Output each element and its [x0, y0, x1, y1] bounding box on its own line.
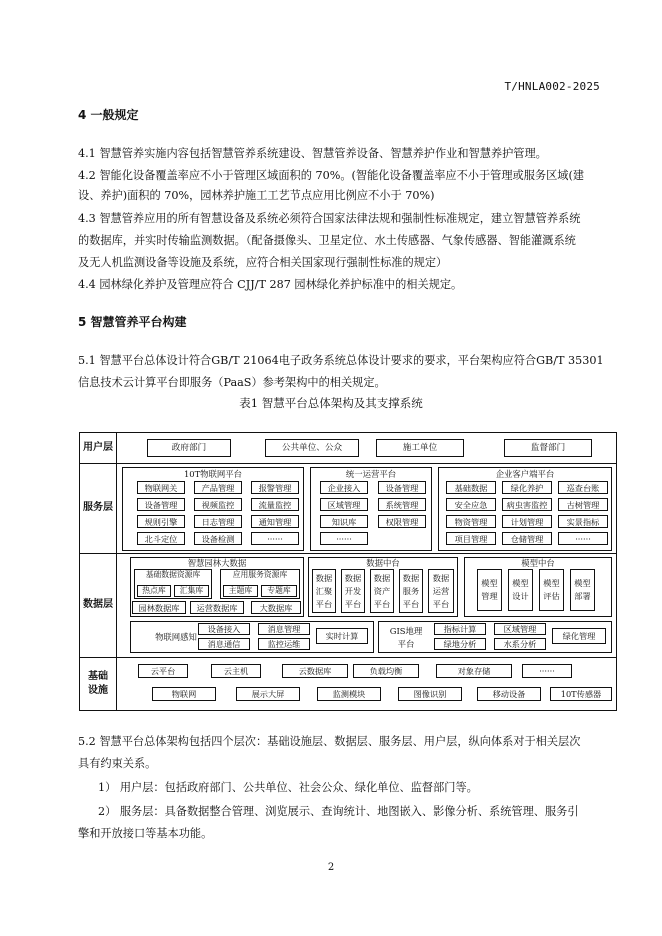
user-public: 公共单位、公众 [265, 439, 359, 457]
section-4-heading: 4 一般规定 [78, 108, 139, 122]
layer-user: 用户层 [83, 442, 113, 453]
svc-iot: ······ [251, 532, 299, 545]
infra-item: 负载均衡 [353, 664, 419, 678]
para-4-2-a: 4.2 智能化设备覆盖率应不小于管理区域面积的 70%。(智能化设备覆盖率应不小于管理或服务区域(建 [78, 169, 585, 182]
data-center-label: 数据运营平台 [432, 572, 450, 609]
doc-code: T/HNLA002-2025 [504, 80, 600, 93]
bigdata-title: 智慧园林大数据 [187, 558, 247, 568]
greening-mgmt: 绿化管理 [552, 628, 606, 644]
data-center-label: 数据资产平台 [373, 572, 391, 609]
para-4-4: 4.4 园林绿化养护及管理应符合 CJJ/T 287 园林绿化养护标准中的相关规定。 [78, 278, 463, 291]
infra-item: 云数据库 [282, 664, 348, 678]
svc-iot: 设备检测 [194, 532, 242, 545]
data-center-label: 数据开发平台 [344, 572, 362, 609]
svc-customer: 项目管理 [446, 532, 496, 545]
svc-customer: 病虫害监控 [502, 498, 552, 511]
infra-item: 图像识别 [398, 687, 462, 701]
svc-customer: 安全应急 [446, 498, 496, 511]
model-item [477, 569, 502, 611]
para-4-2-b: 设、养护)面积的 70%，园林养护施工工艺节点应用比例应不小于 70%) [78, 189, 435, 202]
data-center-title: 数据中台 [366, 558, 400, 568]
para-4-3-a: 4.3 智慧管养应用的所有智慧设备及系统必须符合国家法律法规和强制性标准规定，建立智慧管养系统 [78, 212, 581, 225]
list-item-2-a: 2） 服务层：具备数据整合管理、浏览展示、查询统计、地图嵌入、影像分析、系统管理、服务引 [98, 805, 579, 818]
layer-infra-line1: 基础 [88, 670, 108, 682]
page-number: 2 [327, 862, 335, 873]
layer-service: 服务层 [83, 502, 113, 513]
svc-customer: ······ [558, 532, 608, 545]
model-label: 模型设计 [512, 578, 529, 601]
infra-item: 监测模块 [317, 687, 381, 701]
data-center-item [312, 569, 336, 613]
data-center-item [428, 569, 454, 613]
gis-title-2: 平台 [397, 639, 415, 649]
basic-resource-title: 基础数据资源库 [145, 570, 201, 579]
table-caption: 表1 智慧平台总体架构及其支撑系统 [239, 396, 423, 410]
model-item [539, 569, 564, 611]
infra-item: 物联网 [152, 687, 216, 701]
svc-ops: 系统管理 [378, 498, 426, 511]
svc-ops: 设备管理 [378, 481, 426, 494]
para-5-1-b: 信息技术云计算平台即服务（PaaS）参考架构中的相关规定。 [78, 376, 386, 389]
model-label: 模型评估 [543, 578, 560, 601]
data-center-item [341, 569, 365, 613]
list-item-1: 1） 用户层：包括政府部门、公共单位、社会公众、绿化单位、监督部门等。 [98, 781, 478, 794]
infra-item: 移动设备 [477, 687, 541, 701]
data-collect-db: 汇集库 [174, 585, 209, 597]
svc-iot: 产品管理 [194, 481, 242, 494]
infra-item: 展示大屏 [236, 687, 300, 701]
model-item [508, 569, 533, 611]
svc-ops: 企业接入 [320, 481, 368, 494]
section-5-heading: 5 智慧管养平台构建 [78, 315, 187, 329]
svc-customer: 计划管理 [502, 515, 552, 528]
svc-iot: 规则引擎 [137, 515, 185, 528]
svc-ops: ······ [320, 532, 368, 545]
data-theme-db: 主题库 [223, 585, 258, 597]
svc-iot: 物联网关 [137, 481, 185, 494]
gis-item: 绿地分析 [434, 638, 486, 650]
svc-iot: 通知管理 [251, 515, 299, 528]
layer-infra [80, 657, 116, 710]
model-label: 模型部署 [574, 578, 591, 601]
svc-iot: 设备管理 [137, 498, 185, 511]
user-construction: 施工单位 [376, 439, 464, 457]
gis-item: 区域管理 [494, 623, 546, 635]
svc-ops: 知识库 [320, 515, 368, 528]
iot-sense-item: 消息管理 [258, 623, 310, 635]
svc-iot: 报警管理 [251, 481, 299, 494]
iot-sense-title: 物联网感知 [155, 632, 197, 642]
svc-customer: 绿化养护 [502, 481, 552, 494]
svc-iot: 流量监控 [251, 498, 299, 511]
para-5-2-a: 5.2 智慧平台总体架构包括四个层次：基础设施层、数据层、服务层、用户层，纵向体系对于相关层次 [78, 735, 581, 748]
infra-item: ······ [522, 664, 572, 678]
data-big-db: 大数据库 [251, 601, 301, 614]
realtime-compute: 实时计算 [316, 628, 368, 644]
svc-iot: 视频监控 [194, 498, 242, 511]
model-label: 模型管理 [481, 578, 498, 601]
user-supervision: 监督部门 [504, 439, 592, 457]
data-topic-db: 专题库 [261, 585, 297, 597]
svc-customer: 实景指标 [558, 515, 608, 528]
svc-iot: 北斗定位 [137, 532, 185, 545]
gis-item: 指标计算 [434, 623, 486, 635]
architecture-diagram [79, 432, 617, 711]
data-garden-db: 园林数据库 [132, 601, 186, 614]
user-gov: 政府部门 [147, 439, 231, 457]
svc-customer: 物资管理 [446, 515, 496, 528]
data-center-label: 数据汇聚平台 [315, 572, 333, 609]
model-item [570, 569, 595, 611]
iot-platform-title: 10T物联网平台 [183, 469, 243, 479]
infra-item: 10T传感器 [550, 687, 612, 701]
data-center-item [370, 569, 394, 613]
para-4-3-c: 及无人机监测设备等设施及系统，应符合相关国家现行强制性标准的规定） [78, 256, 448, 269]
infra-item: 对象存储 [436, 664, 512, 678]
svc-customer: 仓储管理 [502, 532, 552, 545]
gis-title-1: GIS地理 [389, 626, 423, 636]
layer-data: 数据层 [83, 599, 113, 610]
svc-iot: 日志管理 [194, 515, 242, 528]
para-5-1-a: 5.1 智慧平台总体设计符合GB/T 21064电子政务系统总体设计要求的要求，平台架构应符合GB/T 35301 [78, 354, 604, 367]
app-resource-title: 应用服务资源库 [232, 570, 288, 579]
svc-customer: 古树管理 [558, 498, 608, 511]
infra-item: 云主机 [211, 664, 261, 678]
data-center-label: 数据服务平台 [402, 572, 420, 609]
iot-sense-item: 设备接入 [198, 623, 250, 635]
infra-item: 云平台 [138, 664, 188, 678]
para-4-3-b: 的数据库，并实时传输监测数据。（配备摄像头、卫星定位、水土传感器、气象传感器、智能灌溉系统 [78, 234, 576, 247]
iot-sense-item: 监控运维 [258, 638, 310, 650]
data-hotspot-db: 热点库 [137, 585, 171, 597]
svc-ops: 权限管理 [378, 515, 426, 528]
list-item-2-b: 擎和开放接口等基本功能。 [78, 827, 213, 840]
data-center-item [399, 569, 423, 613]
para-5-2-b: 具有约束关系。 [78, 757, 157, 770]
ops-platform-title: 统一运营平台 [345, 469, 397, 479]
svc-customer: 基础数据 [446, 481, 496, 494]
para-4-1: 4.1 智慧管养实施内容包括智慧管养系统建设、智慧管养设备、智慧养护作业和智慧养护管理。 [78, 147, 547, 160]
svc-customer: 巡查台账 [558, 481, 608, 494]
layer-infra-line2: 设施 [88, 684, 108, 696]
iot-sense-item: 消息通信 [198, 638, 250, 650]
model-center-title: 模型中台 [521, 558, 555, 568]
customer-platform-title: 企业客户端平台 [495, 469, 555, 479]
gis-item: 水系分析 [494, 638, 546, 650]
svc-ops: 区域管理 [320, 498, 368, 511]
data-ops-db: 运营数据库 [190, 601, 244, 614]
